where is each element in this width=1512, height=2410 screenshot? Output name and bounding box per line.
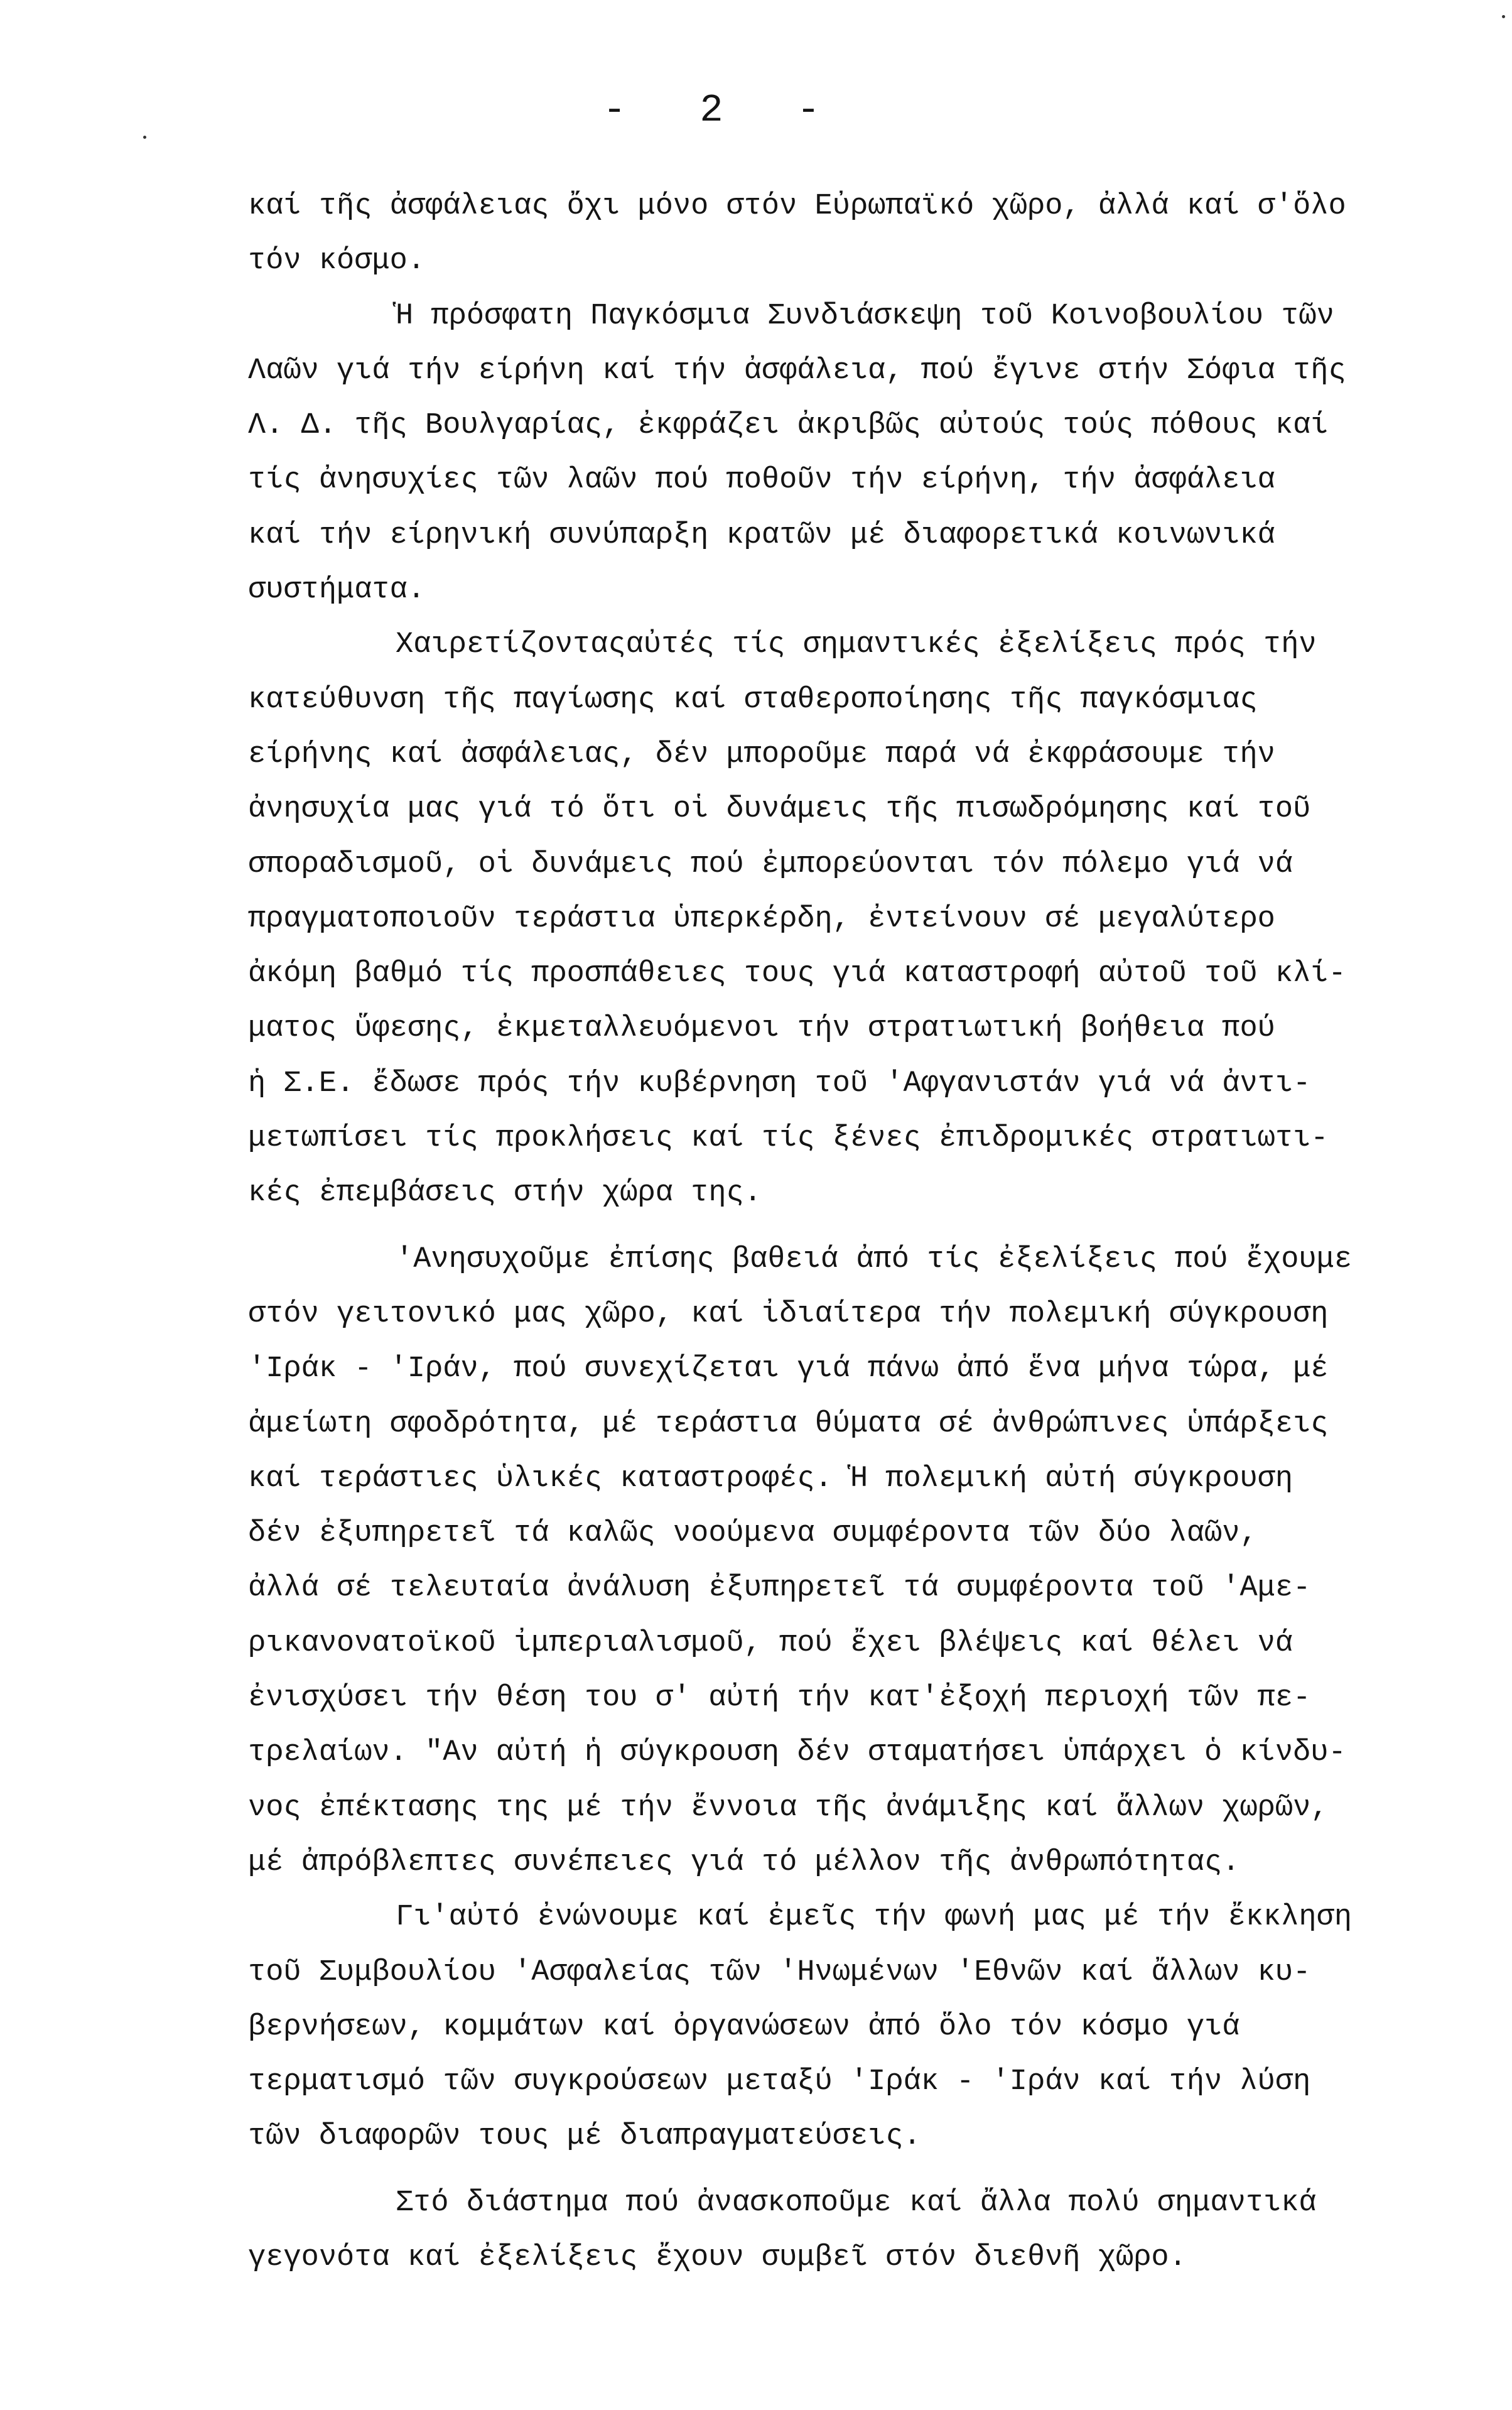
text-line: τερματισμό τῶν συγκρούσεων μεταξύ 'Ιράκ - 'Ιράν καί τήν λύση bbox=[248, 2065, 1311, 2099]
text-line: Λαῶν γιά τήν είρήνη καί τήν ἀσφάλεια, πού ἔγινε στήν Σόφια τῆς bbox=[248, 354, 1346, 388]
text-line: καί τεράστιες ὑλικές καταστροφές. Ἡ πολεμική αὐτή σύγκρουση bbox=[248, 1462, 1293, 1495]
text-line: ματος ὕφεσης, ἐκμεταλλευόμενοι τήν στρατιωτική βοήθεια πού bbox=[248, 1012, 1275, 1046]
text-line: σποραδισμοῦ, οἱ δυνάμεις πού ἐμπορεύονται τόν πόλεμο γιά νά bbox=[248, 847, 1293, 881]
paragraph-spacer bbox=[248, 2164, 1441, 2176]
text-line: γεγονότα καί ἐξελίξεις ἔχουν συμβεῖ στόν διεθνῆ χῶρο. bbox=[248, 2240, 1187, 2274]
scan-speck bbox=[1502, 15, 1505, 18]
paragraph bbox=[248, 2176, 1441, 2286]
text-line: βερνήσεων, κομμάτων καί ὀργανώσεων ἀπό ὅλο τόν κόσμο γιά bbox=[248, 2010, 1240, 2044]
text-line: συστήματα. bbox=[248, 573, 426, 607]
text-line: 'Ιράκ - 'Ιράν, πού συνεχίζεται γιά πάνω ἀπό ἕνα μήνα τώρα, μέ bbox=[248, 1352, 1329, 1386]
scan-speck bbox=[143, 136, 146, 139]
text-line: ἀλλά σέ τελευταία ἀνάλυση ἐξυπηρετεῖ τά συμφέροντα τοῦ 'Αμε- bbox=[248, 1571, 1311, 1605]
text-line: ρικανονατοϊκοῦ ἰμπεριαλισμοῦ, πού ἔχει βλέψεις καί θέλει νά bbox=[248, 1626, 1293, 1660]
text-line: Χαιρετίζονταςαὐτές τίς σημαντικές ἐξελίξεις πρός τήν bbox=[396, 628, 1317, 662]
paragraph bbox=[248, 617, 1441, 1220]
text-line: πραγματοποιοῦν τεράστια ὑπερκέρδη, ἐντείνουν σέ μεγαλύτερο bbox=[248, 902, 1275, 936]
text-line: ἐνισχύσει τήν θέση του σ' αὐτή τήν κατ'ἐξοχή περιοχή τῶν πε- bbox=[248, 1681, 1311, 1715]
text-line: καί τήν είρηνική συνύπαρξη κρατῶν μέ διαφορετικά κοινωνικά bbox=[248, 518, 1275, 552]
text-line: τίς ἀνησυχίες τῶν λαῶν πού ποθοῦν τήν είρήνη, τήν ἀσφάλεια bbox=[248, 464, 1275, 497]
text-line: ἡ Σ.Ε. ἔδωσε πρός τήν κυβέρνηση τοῦ 'Αφγανιστάν γιά νά ἀντι- bbox=[248, 1067, 1311, 1100]
text-line: είρήνης καί ἀσφάλειας, δέν μποροῦμε παρά νά ἐκφράσουμε τήν bbox=[248, 737, 1275, 771]
text-line: μετωπίσει τίς προκλήσεις καί τίς ξένες ἐπιδρομικές στρατιωτι- bbox=[248, 1122, 1329, 1156]
text-line: Γι'αὐτό ἐνώνουμε καί ἐμεῖς τήν φωνή μας μέ τήν ἔκκληση bbox=[396, 1901, 1353, 1935]
text-line: νος ἐπέκτασης της μέ τήν ἔννοια τῆς ἀνάμιξης καί ἄλλων χωρῶν, bbox=[248, 1791, 1329, 1825]
text-line: καί τῆς ἀσφάλειας ὄχι μόνο στόν Εὐρωπαϊκό χῶρο, ἀλλά καί σ'ὅλο bbox=[248, 190, 1346, 223]
text-line: κατεύθυνση τῆς παγίωσης καί σταθεροποίησης τῆς παγκόσμιας bbox=[248, 683, 1258, 717]
paragraph bbox=[248, 1232, 1441, 1891]
text-line: Στό διάστημα πού ἀνασκοποῦμε καί ἄλλα πολύ σημαντικά bbox=[396, 2186, 1317, 2220]
text-line: 'Ανησυχοῦμε ἐπίσης βαθειά ἀπό τίς ἐξελίξεις πού ἔχουμε bbox=[396, 1242, 1353, 1276]
text-line: ἀνησυχία μας γιά τό ὅτι οἱ δυνάμεις τῆς πισωδρόμησης καί τοῦ bbox=[248, 793, 1311, 827]
text-line: στόν γειτονικό μας χῶρο, καί ἰδιαίτερα τήν πολεμική σύγκρουση bbox=[248, 1297, 1329, 1331]
text-line: τόν κόσμο. bbox=[248, 244, 426, 278]
text-line: ἀκόμη βαθμό τίς προσπάθειες τους γιά καταστροφή αὐτοῦ τοῦ κλί- bbox=[248, 957, 1346, 991]
paragraph bbox=[248, 289, 1441, 618]
text-line: τῶν διαφορῶν τους μέ διαπραγματεύσεις. bbox=[248, 2120, 921, 2154]
text-line: δέν ἐξυπηρετεῖ τά καλῶς νοούμενα συμφέροντα τῶν δύο λαῶν, bbox=[248, 1517, 1258, 1551]
paragraph bbox=[248, 179, 1441, 289]
text-line: Λ. Δ. τῆς Βουλγαρίας, ἐκφράζει ἀκριβῶς αὐτούς τούς πόθους καί bbox=[248, 409, 1329, 443]
text-line: τοῦ Συμβουλίου 'Ασφαλείας τῶν 'Ηνωμένων 'Εθνῶν καί ἄλλων κυ- bbox=[248, 1955, 1311, 1989]
text-line: ἀμείωτη σφοδρότητα, μέ τεράστια θύματα σέ ἀνθρώπινες ὑπάρξεις bbox=[248, 1407, 1329, 1441]
document-body bbox=[248, 179, 1441, 2285]
paragraph bbox=[248, 1890, 1441, 2164]
paragraph-spacer bbox=[248, 1221, 1441, 1232]
text-line: τρελαίων. "Αν αὐτή ἡ σύγκρουση δέν σταματήσει ὑπάρχει ὁ κίνδυ- bbox=[248, 1736, 1346, 1770]
text-line: κές ἐπεμβάσεις στήν χώρα της. bbox=[248, 1176, 762, 1210]
text-line: Ἡ πρόσφατη Παγκόσμια Συνδιάσκεψη τοῦ Κοινοβουλίου τῶν bbox=[396, 299, 1334, 333]
page-number: - 2 - bbox=[603, 88, 846, 133]
text-line: μέ ἀπρόβλεπτες συνέπειες γιά τό μέλλον τῆς ἀνθρωπότητας. bbox=[248, 1845, 1240, 1879]
